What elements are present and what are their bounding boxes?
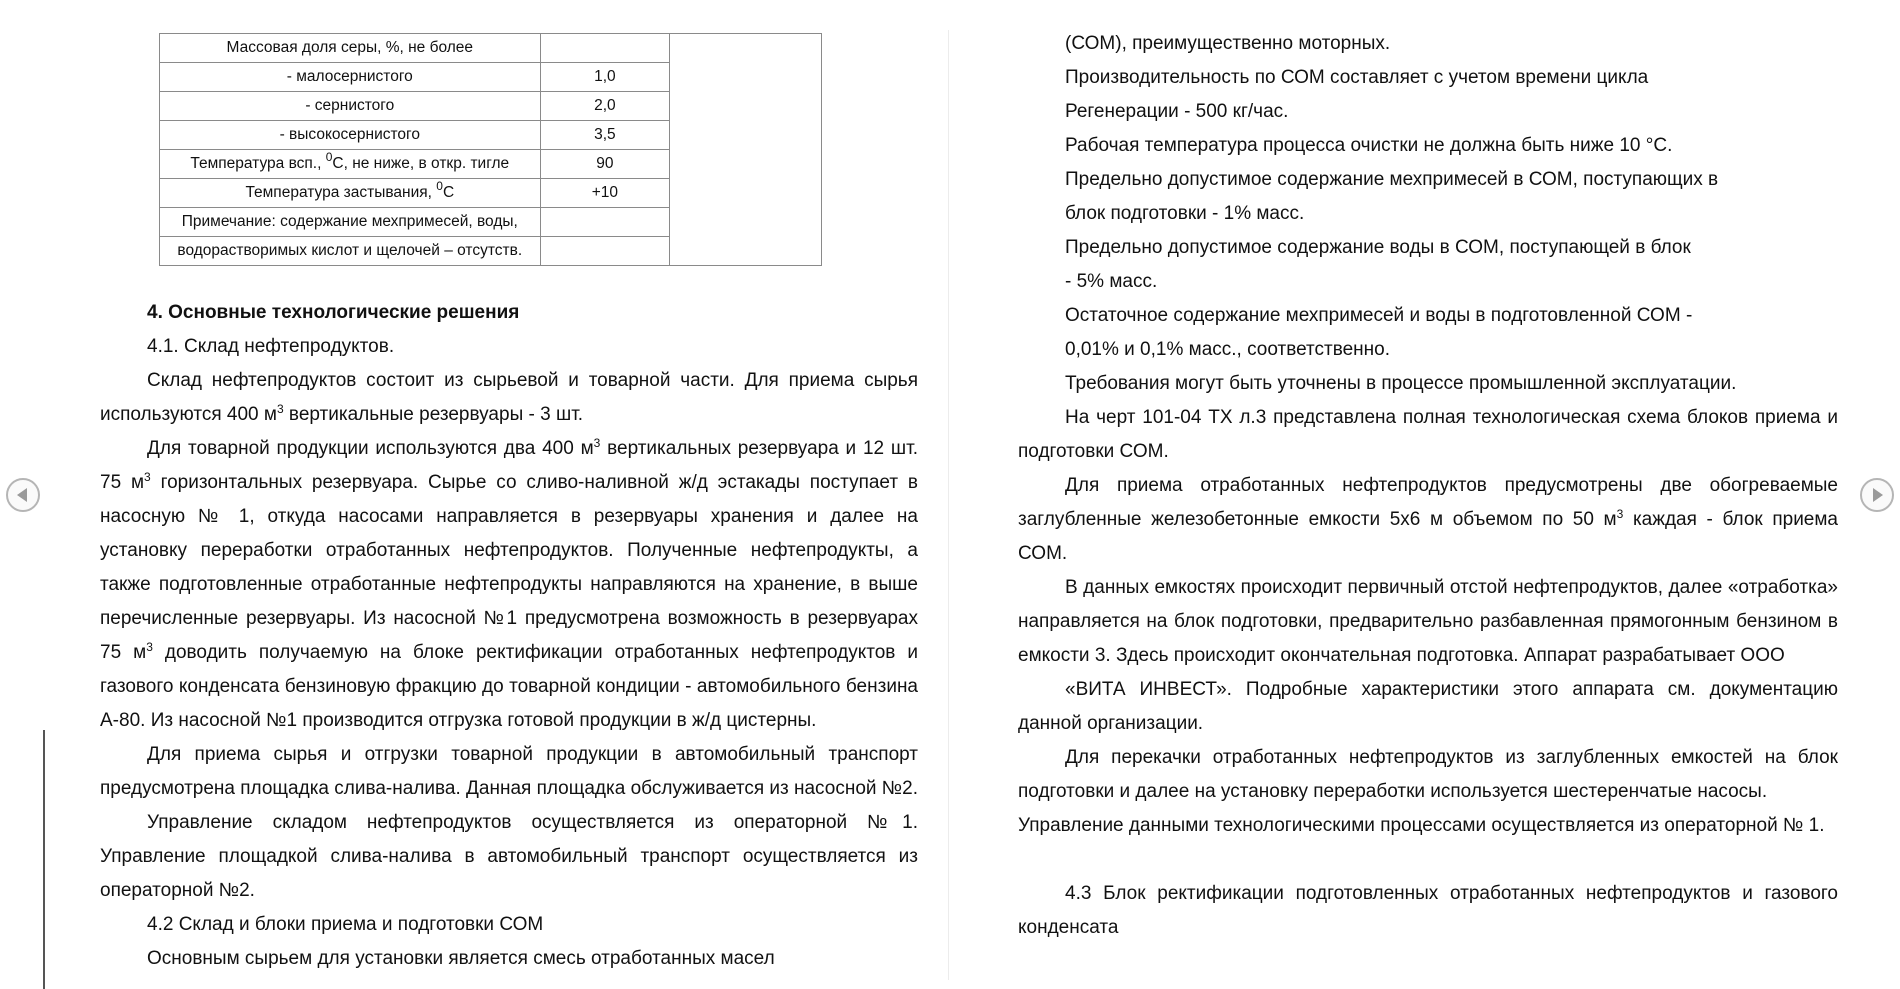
- text-line: Предельно допустимое содержание воды в СОМ, поступающей в блок: [1065, 237, 1691, 258]
- table-cell: 1,0: [540, 63, 670, 92]
- text-line: Требования могут быть уточнены в процессе промышленной эксплуатации.: [1065, 373, 1737, 394]
- table-cell: [540, 208, 670, 237]
- left-page-text: [100, 296, 918, 976]
- right-page-text: [1018, 27, 1838, 945]
- paragraph: Основным сырьем для установки является смесь отработанных масел: [147, 948, 775, 969]
- section-heading: 4. Основные технологические решения: [147, 302, 520, 323]
- prev-page-button[interactable]: [6, 478, 40, 512]
- text-line: Регенерации - 500 кг/час.: [1065, 101, 1289, 122]
- text-line: Производительность по СОМ составляет с учетом времени цикла: [1065, 67, 1649, 88]
- paragraph: Для приема сырья и отгрузки товарной продукции в автомобильный транспорт предусмотрена площадка слива-налива. Данная площадка обслуживается из насосной №2.: [100, 744, 919, 799]
- paragraph: Для товарной продукции используются два 400 $м^3$ вертикальных резервуара и 12 шт. 75 $м^3$ горизонтальных резервуара. Сырье со сливо-наливной ж/д эстакады поступает в насосную № 1, откуда насосами направляется в резервуары хранения и далее на установку переработки отработанных нефтепродуктов. Полученные нефтепродукты, а также подготовленные отработанные нефтепродукты направляются на хранение, в выше перечисленные резервуары. Из насосной №1 предусмотрена возможность в резервуарах 75 $м^3$ доводить получаемую на блоке ректификации отработанных нефтепродуктов и газового конденсата бензиновую фракцию до товарной кондиции - автомобильного бензина А-80. Из насосной №1 производится отгрузка готовой продукции в ж/д цистерны.: [100, 436, 918, 731]
- table-row: [160, 34, 822, 63]
- blank-line: [1018, 843, 1838, 877]
- paragraph: На черт 101-04 ТХ л.3 представлена полная технологическая схема блоков приема и подготовки СОМ.: [1018, 407, 1838, 462]
- text-line: блок подготовки - 1% масс.: [1065, 203, 1305, 224]
- subsection-heading: 4.2 Склад и блоки приема и подготовки СОМ: [147, 914, 544, 935]
- table-cell: [540, 237, 670, 266]
- paragraph: Управление складом нефтепродуктов осуществляется из операторной №1. Управление площадкой слива-налива в автомобильный транспорт осуществляется из операторной №2.: [100, 812, 918, 901]
- table-cell: - малосернистого: [160, 63, 541, 92]
- table-cell: 3,5: [540, 121, 670, 150]
- table-cell: 90: [540, 150, 670, 179]
- table-cell: Температура застывания, $^0$С: [160, 179, 541, 208]
- table-cell: [540, 34, 670, 63]
- paragraph: В данных емкостях происходит первичный отстой нефтепродуктов, далее «отработка» направляется на блок подготовки, предварительно разбавленная прямогонным бензином в емкости 3. Здесь происходит окончательная подготовка. Аппарат разрабатывает ООО: [1018, 577, 1838, 666]
- table-cell: - сернистого: [160, 92, 541, 121]
- left-page: [100, 0, 918, 989]
- subsection-heading: 4.1. Склад нефтепродуктов.: [147, 336, 395, 357]
- spec-table: [159, 33, 822, 266]
- text-line: (СОМ), преимущественно моторных.: [1065, 33, 1391, 54]
- table-cell: водорастворимых кислот и щелочей – отсутств.: [160, 237, 541, 266]
- text-line: - 5% масс.: [1065, 271, 1158, 292]
- table-cell: Примечание: содержание мехпримесей, воды,: [160, 208, 541, 237]
- next-page-button[interactable]: [1860, 478, 1894, 512]
- margin-line: [43, 730, 45, 989]
- chevron-left-icon: [17, 488, 27, 502]
- table-cell: Массовая доля серы, %, не более: [160, 34, 541, 63]
- table-cell-empty: [670, 34, 822, 266]
- chevron-right-icon: [1873, 488, 1883, 502]
- paragraph: «ВИТА ИНВЕСТ». Подробные характеристики этого аппарата см. документацию данной организации.: [1018, 679, 1838, 734]
- text-line: Рабочая температура процесса очистки не должна быть ниже 10 °С.: [1065, 135, 1673, 156]
- right-page: [1018, 0, 1838, 989]
- text-line: Предельно допустимое содержание мехпримесей в СОМ, поступающих в: [1065, 169, 1719, 190]
- table-cell: 2,0: [540, 92, 670, 121]
- page-divider: [948, 30, 949, 980]
- paragraph: Для приема отработанных нефтепродуктов предусмотрены две обогреваемые заглубленные железобетонные емкости 5х6 м объемом по 50 $м^3$ каждая - блок приема СОМ.: [1018, 475, 1839, 564]
- text-line: 0,01% и 0,1% масс., соответственно.: [1065, 339, 1391, 360]
- paragraph: Управление данными технологическими процессами осуществляется из операторной № 1.: [1018, 815, 1825, 836]
- paragraph: Склад нефтепродуктов состоит из сырьевой и товарной части. Для приема сырья используются 400 $м^3$ вертикальные резервуары - 3 шт.: [100, 370, 918, 425]
- table-cell: +10: [540, 179, 670, 208]
- table-cell: Температура всп., $^0$С, не ниже, в откр. тигле: [160, 150, 541, 179]
- text-line: Остаточное содержание мехпримесей и воды в подготовленной СОМ -: [1065, 305, 1693, 326]
- table-cell: - высокосернистого: [160, 121, 541, 150]
- paragraph: Для перекачки отработанных нефтепродуктов из заглубленных емкостей на блок подготовки и далее на установку переработки используется шестеренчатые насосы.: [1018, 747, 1838, 802]
- subsection-heading: 4.3 Блок ректификации подготовленных отработанных нефтепродуктов и газового конденсата: [1018, 883, 1838, 938]
